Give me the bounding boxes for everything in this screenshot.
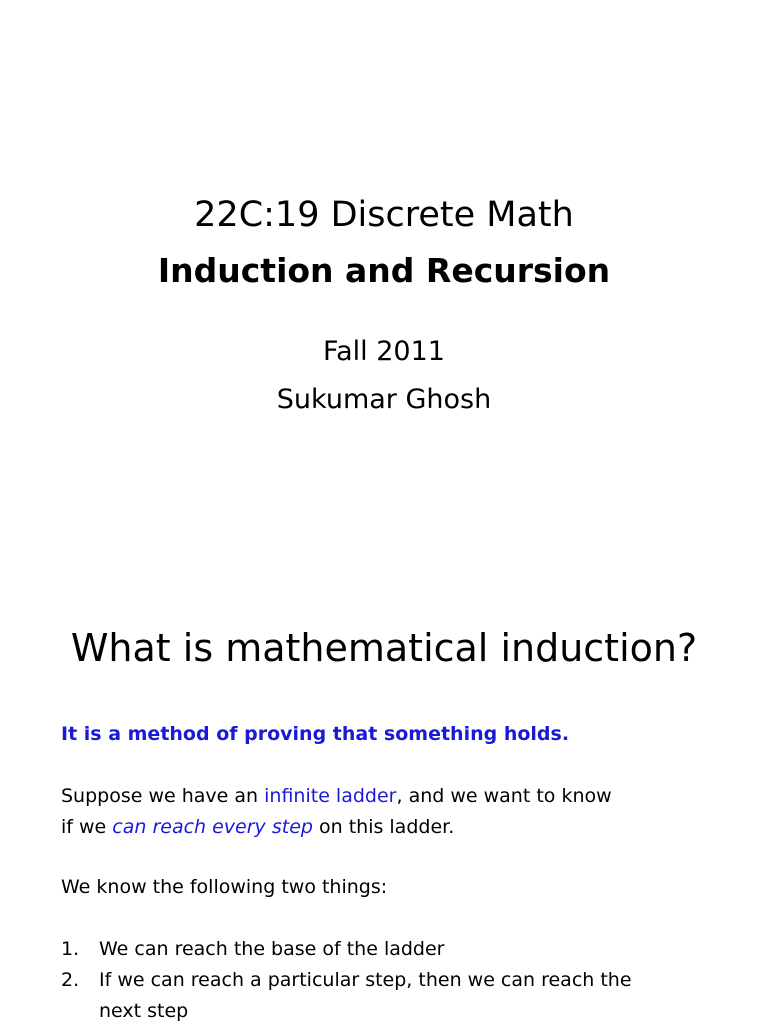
term-label: Fall 2011 <box>323 336 445 367</box>
highlight-text: can reach every step <box>112 816 313 838</box>
list-number: 2. <box>61 969 80 991</box>
list-text: If we can reach a particular step, then we can reach the <box>99 969 632 991</box>
list-text-continuation: next step <box>99 1000 189 1022</box>
intro-statement: It is a method of proving that something holds. <box>61 723 570 745</box>
slide-heading: What is mathematical induction? <box>70 626 698 670</box>
slide-induction-intro <box>0 576 768 1024</box>
text-run: if we <box>61 816 113 838</box>
text-run: , and we want to know <box>396 785 612 807</box>
author-name: Sukumar Ghosh <box>276 384 492 415</box>
course-title: 22C:19 Discrete Math <box>194 195 574 235</box>
paragraph: We know the following two things: <box>61 876 388 898</box>
paragraph-line <box>61 781 612 811</box>
paragraph-line <box>61 812 454 842</box>
text-run: on this ladder. <box>312 816 455 838</box>
text-run: Suppose we have an <box>61 785 265 807</box>
highlight-text: infinite ladder <box>264 785 397 807</box>
deck-title: Induction and Recursion <box>157 251 611 290</box>
list-number: 1. <box>61 938 80 960</box>
list-text: We can reach the base of the ladder <box>99 938 445 960</box>
